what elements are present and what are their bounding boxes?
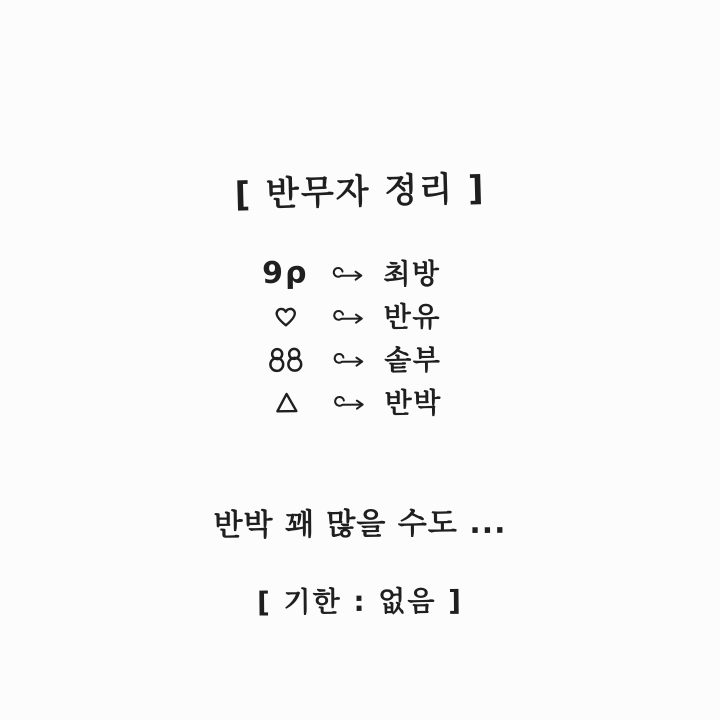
mapping-row <box>245 251 473 294</box>
symbol-mapping-list <box>0 248 720 426</box>
mapped-word: 반유 <box>383 299 442 334</box>
double-loop-symbol-icon <box>246 345 326 374</box>
mapping-row <box>246 294 474 337</box>
note-title: [ 반무자 정리 ] <box>234 168 486 216</box>
mapped-word: 솥부 <box>384 342 442 377</box>
loop-arrow-icon <box>326 305 374 326</box>
heart-outline-icon <box>246 304 326 329</box>
triangle-outline-icon <box>247 390 327 415</box>
deadline-line: [ 기한 : 없음 ] <box>256 584 464 619</box>
double-nine-symbol: 9ρ <box>261 255 309 291</box>
loop-arrow-icon <box>327 391 375 412</box>
mapped-word: 반박 <box>384 385 442 420</box>
mapped-word: 최방 <box>383 256 441 291</box>
loop-arrow-icon <box>325 262 373 283</box>
mapping-row <box>246 337 474 380</box>
mapping-row <box>246 380 474 423</box>
note-comment: 반박 꽤 많을 수도 ... <box>213 505 507 544</box>
loop-arrow-icon <box>326 348 374 369</box>
